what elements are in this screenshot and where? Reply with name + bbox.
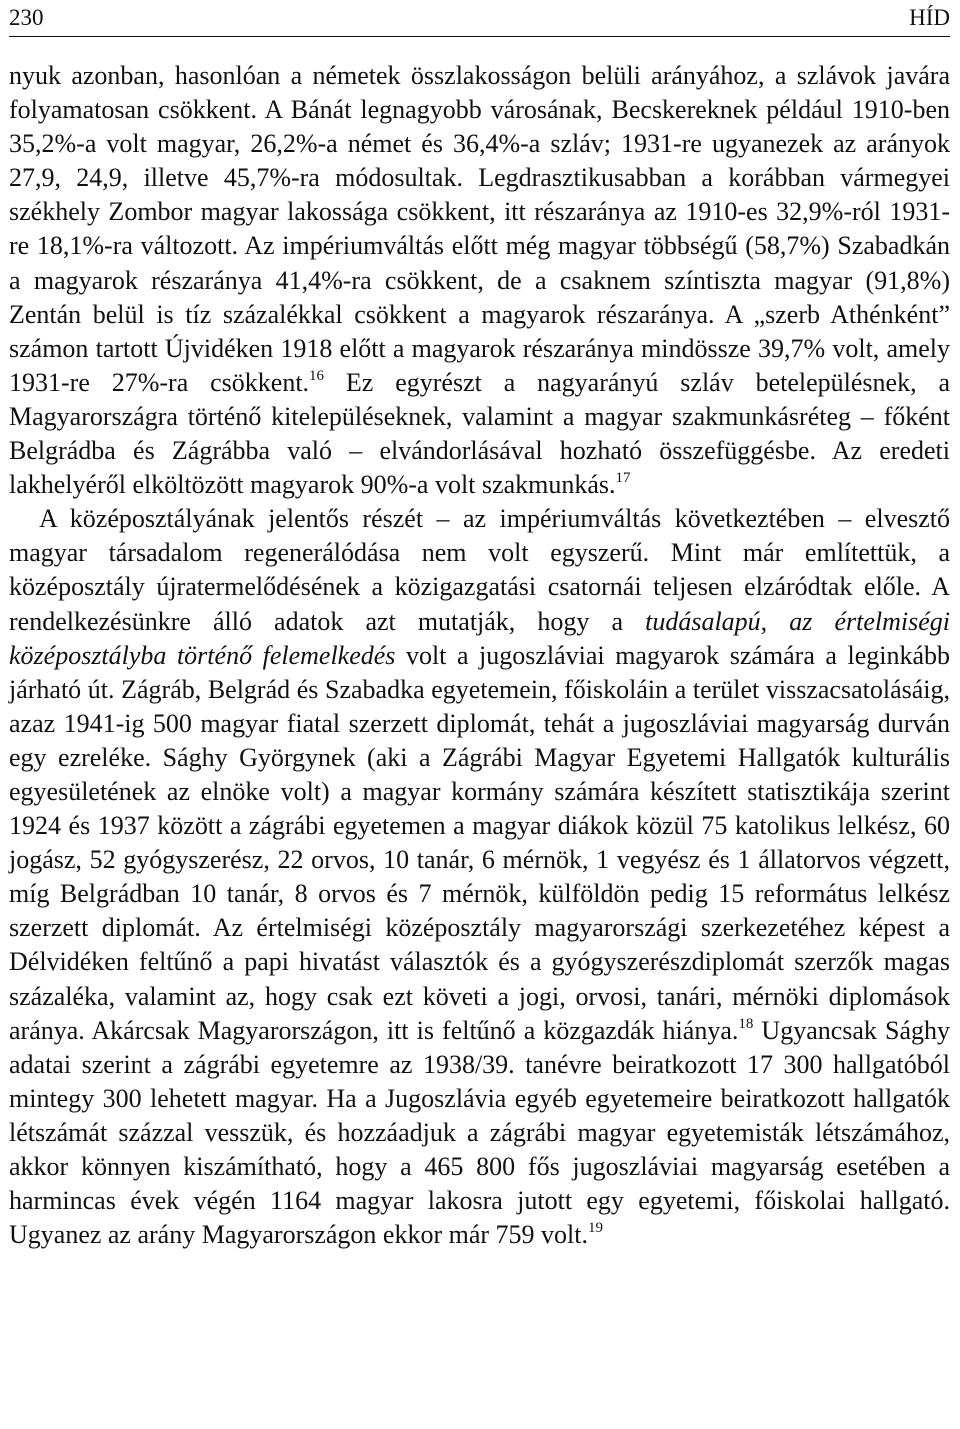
page-number: 230 [9, 5, 44, 30]
text-run: A középosztályának jelentős részét – az impériumváltás következtében – elvesztő magyar társadalom regenerálódása nem volt egyszerű. Mint már említettük, a középosztály újratermelődésének a közigazgatási csatornái teljesen elzáródtak előle. A rendelkezésünkre álló adatok azt mutatják, hogy a [9, 504, 950, 636]
footnote-ref: 19 [588, 1220, 603, 1237]
footnote-ref: 16 [309, 367, 325, 384]
text-run: Ugyancsak Sághy adatai szerint a zágrábi egyetemre az 1938/39. tanévre beiratkozott 17 300 hallgatóból mintegy 300 lehetett magyar. Ha a Jugoszlávia egyéb egyetemeire beiratkozott hallgatók létszámát százzal vesszük, és hozzáadjuk a zágrábi magyar egyetemisták létszámához, akkor könnyen kiszámítható, hogy a 465 800 fős jugoszláviai magyarság esetében a harmincas évek végén 1164 magyar lakosra jutott egy egyetemi, főiskolai hallgató. Ugyanez az arány Magyarországon ekkor már 759 volt. [9, 1015, 950, 1250]
journal-title: HÍD [909, 5, 950, 30]
paragraph [9, 59, 950, 502]
text-run: nyuk azonban, hasonlóan a németek összlakosságon belüli arányához, a szlávok javára folyamatosan csökkent. A Bánát legnagyobb városának, Becskereknek például 1910-ben 35,2%-a volt magyar, 26,2%-a német és 36,4%-a szláv; 1931-re ugyanezek az arányok 27,9, 24,9, illetve 45,7%-ra módosultak. Legdrasztikusabban a korábban vármegyei székhely Zombor magyar lakossága csökkent, itt részaránya az 1910-es 32,9%-ról 1931-re 18,1%-ra változott. Az impériumváltás előtt még magyar többségű (58,7%) Szabadkán a magyarok részaránya 41,4%-ra csökkent, de a csaknem színtiszta magyar (91,8%) Zentán belül is tíz százalékkal csökkent a magyarok részaránya. A „szerb Athénként” számon tartott Újvidéken 1918 előtt a magyarok részaránya mindössze 39,7% volt, amely 1931-re 27%-ra csökkent. [9, 61, 950, 397]
text-run: volt a jugoszláviai magyarok számára a leginkább járható út. Zágráb, Belgrád és Szabadka egyetemein, főiskoláin a terület visszacsatolásáig, azaz 1941-ig 500 magyar fiatal szerzett diplomát, tehát a jugoszláviai magyarság durván egy ezreléke. Sághy Györgynek (aki a Zágrábi Magyar Egyetemi Hallgatók kulturális egyesületének az elnöke volt) a magyar kormány számára készített statisztikája szerint 1924 és 1937 között a zágrábi egyetemen a magyar diákok közül 75 katolikus lelkész, 60 jogász, 52 gyógyszerész, 22 orvos, 10 tanár, 6 mérnök, 1 vegyész és 1 állatorvos végzett, míg Belgrádban 10 tanár, 8 orvos és 7 mérnök, külföldön pedig 15 református lelkész szerzett diplomát. Az értelmiségi középosztály magyarországi szerkezetéhez képest a Délvidéken feltűnő a papi hivatást választók és a gyógyszerészdiplomát szerzők magas százaléka, valamint az, hogy csak ezt követi a jogi, orvosi, tanári, mérnöki diplomások aránya. Akárcsak Magyarországon, itt is feltűnő a közgazdák hiánya. [9, 640, 950, 1045]
emphasized-text: tudásalapú, az értelmiségi középosztályba történő felemelkedés [9, 606, 950, 670]
page-header [9, 0, 950, 30]
body-text [9, 59, 950, 1252]
text-run: Ez egyrészt a nagyarányú szláv betelepülésnek, a Magyarországra történő kitelepüléseknek, valamint a magyar szakmunkásréteg – főként Belgrádba és Zágrábba való – elvándorlásával hozható összefüggésbe. Az eredeti lakhelyéről elköltözött magyarok 90%-a volt szakmunkás. [9, 367, 950, 500]
footnote-ref: 17 [615, 470, 631, 487]
footnote-ref: 18 [738, 1015, 754, 1032]
paragraph [9, 502, 950, 1252]
header-rule [9, 36, 950, 37]
